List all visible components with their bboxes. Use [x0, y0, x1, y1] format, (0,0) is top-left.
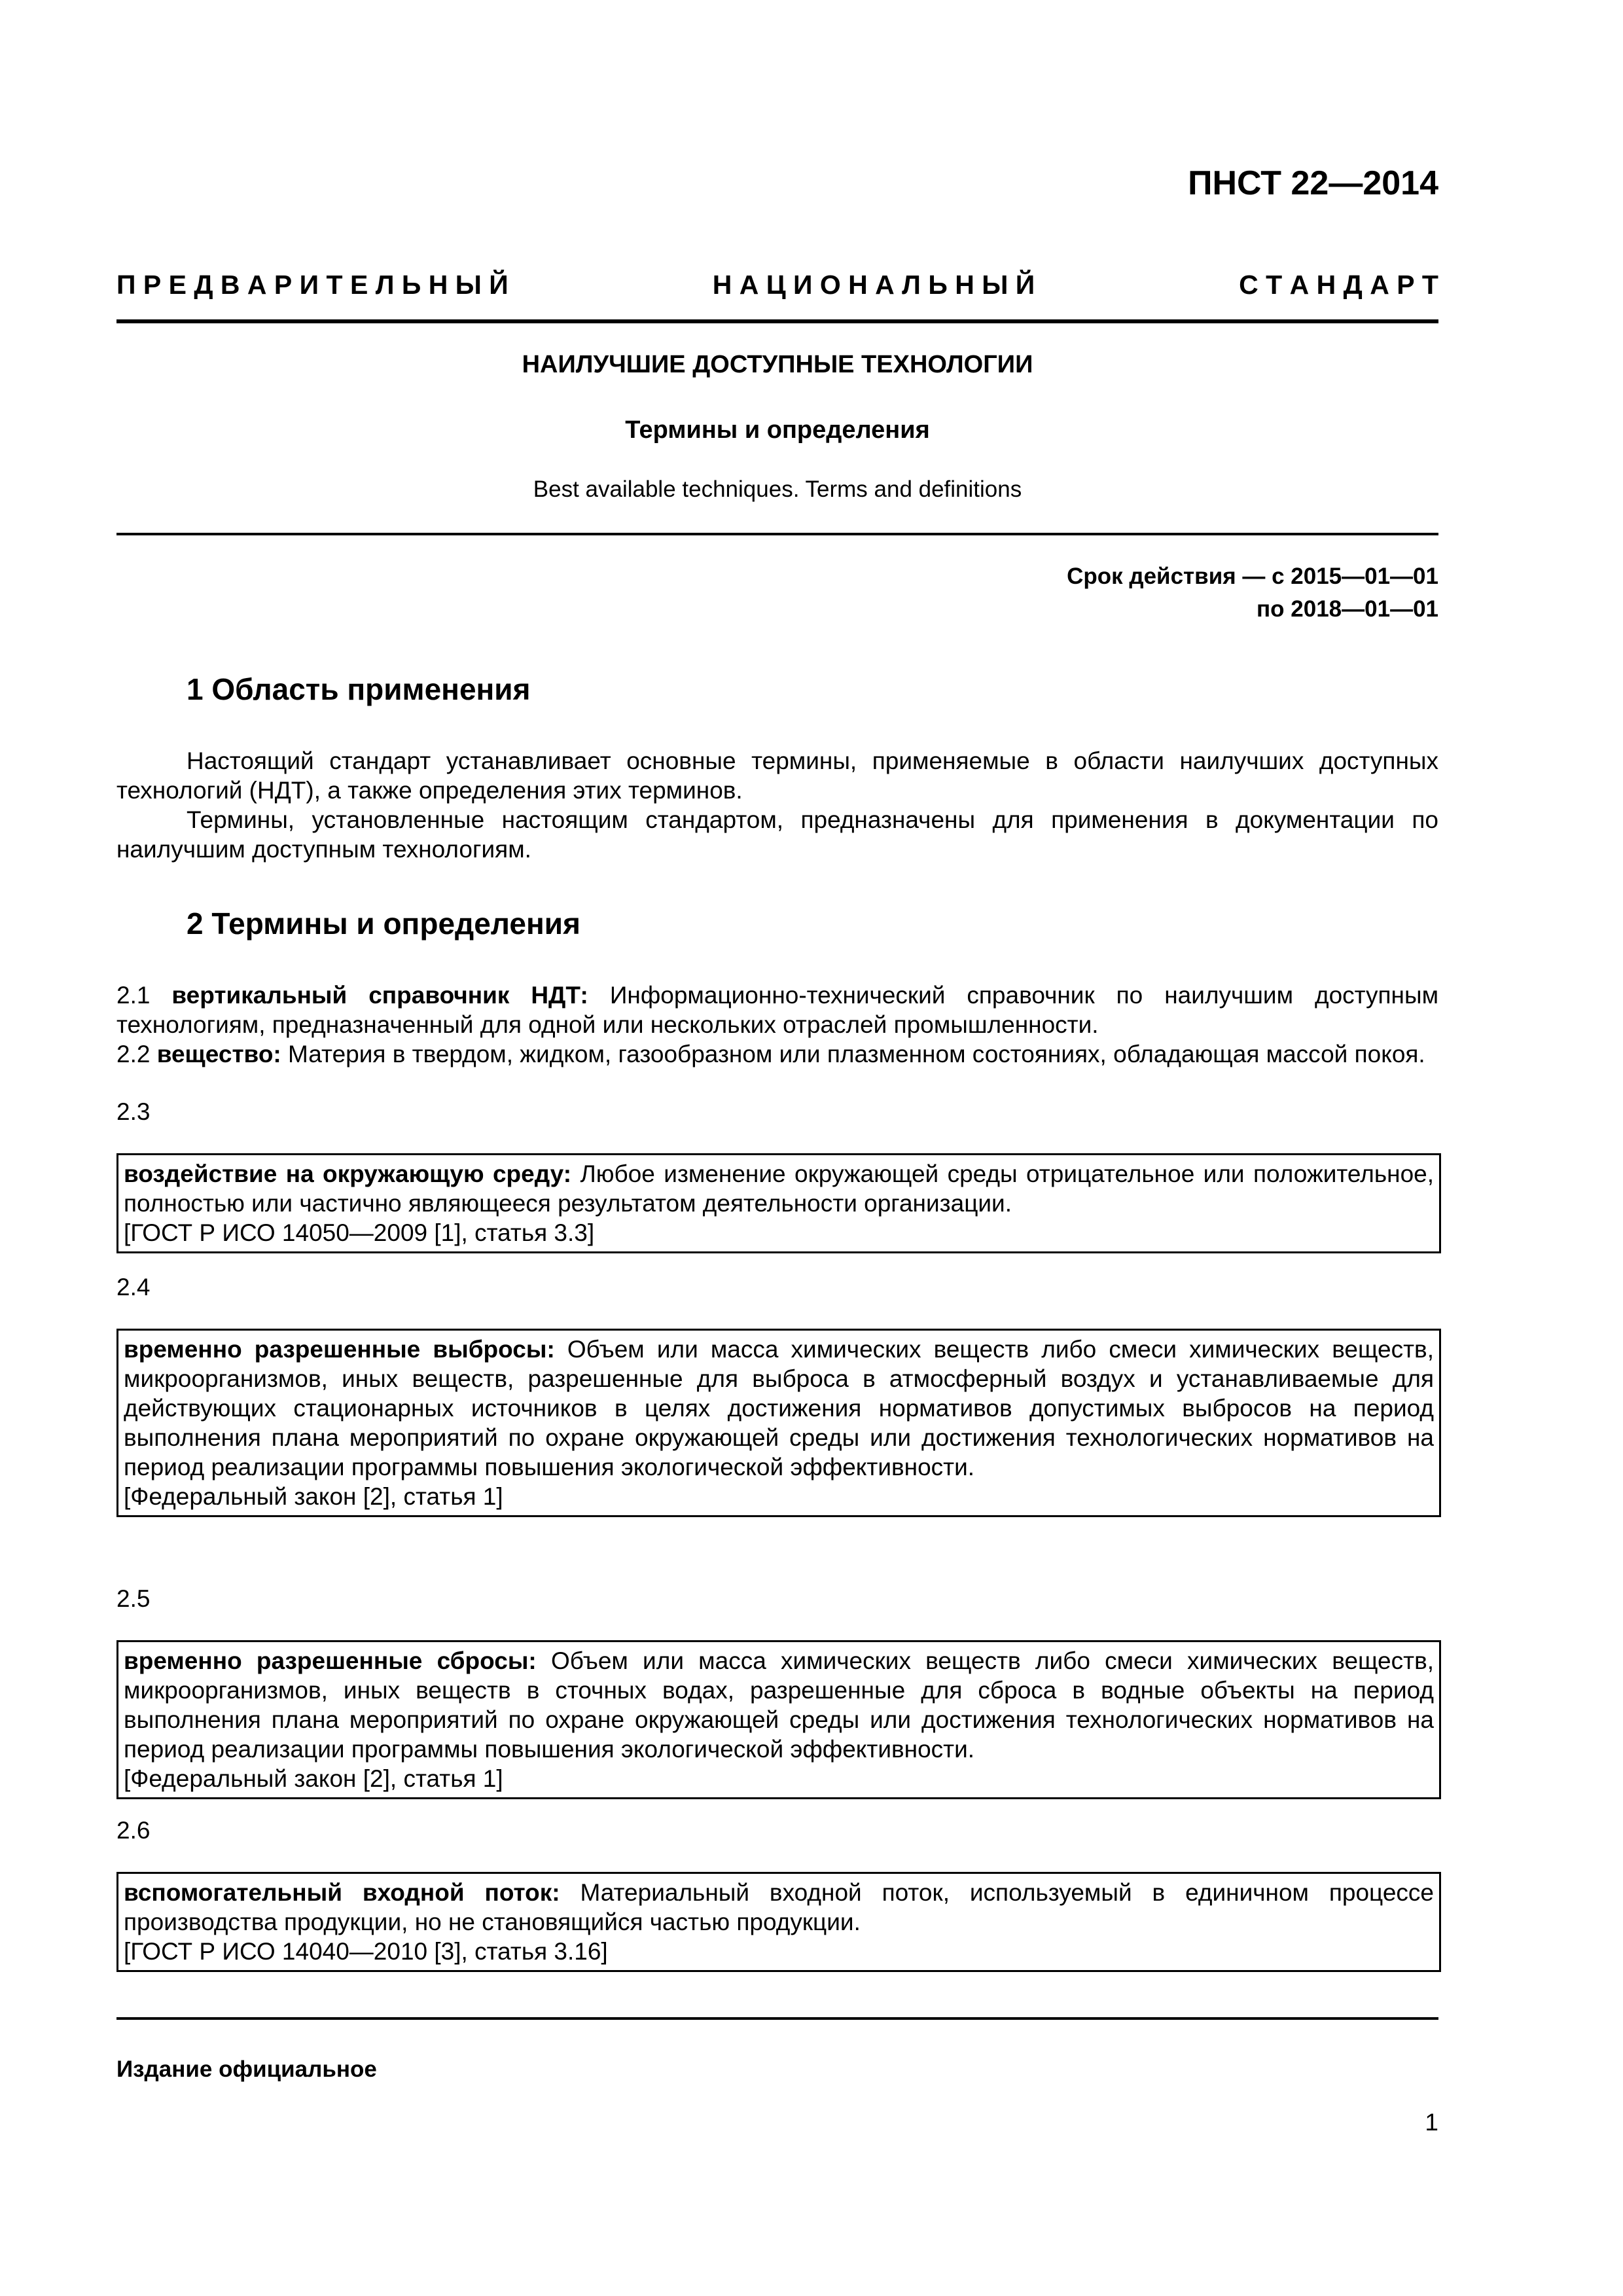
term-definition: Информационно-технический справочник по наилучшим доступным технологиям, предназначенный для одной или нескольких отраслей промышленности.	[116, 982, 1439, 1038]
official-edition-label: Издание официальное	[116, 2056, 377, 2082]
series-word-preliminary: П Р Е Д В А Р И Т Е Л Ь Н Ы Й	[116, 270, 508, 300]
term-definition: Любое изменение окружающей среды отрицательное или положительное, полностью или частично являющееся результатом деятельности организации.	[124, 1160, 1434, 1217]
term-source: [Федеральный закон [2], статья 1]	[124, 1483, 503, 1510]
term-name: вещество:	[156, 1041, 281, 1067]
section-1-paragraph-1: Настоящий стандарт устанавливает основные термины, применяемые в области наилучших доступных технологий (НДТ), а также определения этих терминов.	[116, 747, 1438, 804]
title-rule	[116, 533, 1438, 535]
term-definition: Объем или масса химических веществ либо смеси химических веществ, микроорганизмов, иных веществ в сточных водах, разрешенные для сброса в водные объекты на период выполнения плана мероприятий по охране окружающей среды или достижения технологических нормативов на период реализации программы повышения экологической эффективности.	[124, 1647, 1435, 1763]
term-name: вспомогательный входной поток:	[124, 1879, 560, 1906]
document-subtitle: Термины и определения	[625, 416, 930, 444]
term-2-5-box	[116, 1640, 1441, 1799]
term-number: 2.2	[116, 1041, 151, 1067]
series-word-national: Н А Ц И О Н А Л Ь Н Ы Й	[712, 270, 1035, 300]
series-word-standard: С Т А Н Д А Р Т	[1239, 270, 1438, 300]
term-definition: Объем или масса химических веществ либо смеси химических веществ, микроорганизмов, иных веществ, разрешенные для выброса в атмосферный воздух и устанавливаемые для действующих стационарных источников в целях достижения нормативов допустимых выбросов на период выполнения плана мероприятий по охране окружающей среды или достижения технологических нормативов на период реализации программы повышения экологической эффективности.	[124, 1336, 1434, 1480]
series-banner	[116, 270, 1438, 300]
term-2-3-number: 2.3	[116, 1098, 151, 1125]
term-2-4-number: 2.4	[116, 1274, 151, 1300]
term-name: временно разрешенные выбросы:	[124, 1336, 555, 1363]
section-1-heading: 1 Область применения	[187, 672, 531, 706]
term-2-1	[116, 980, 1438, 1039]
term-2-2	[116, 1039, 1438, 1069]
term-name: воздействие на окружающую среду:	[124, 1160, 572, 1187]
term-definition: Материальный входной поток, используемый в единичном процессе производства продукции, но не становящийся частью продукции.	[124, 1879, 1434, 1935]
header-rule	[116, 319, 1438, 323]
term-source: [ГОСТ Р ИСО 14050—2009 [1], статья 3.3]	[124, 1219, 595, 1246]
validity-line-1: Срок действия — с 2015—01—01	[1067, 564, 1438, 589]
validity-period	[1067, 560, 1438, 626]
term-2-3-box	[116, 1153, 1441, 1253]
term-source: [ГОСТ Р ИСО 14040—2010 [3], статья 3.16]	[124, 1938, 608, 1965]
section-2-heading: 2 Термины и определения	[187, 906, 580, 941]
term-2-6-number: 2.6	[116, 1817, 151, 1844]
term-name: вертикальный справочник НДТ:	[171, 982, 588, 1009]
term-2-5-number: 2.5	[116, 1585, 151, 1612]
term-source: [Федеральный закон [2], статья 1]	[124, 1765, 503, 1792]
footer-rule	[116, 2017, 1438, 2020]
section-1-paragraph-2: Термины, установленные настоящим стандартом, предназначены для применения в документации по наилучшим доступным технологиям.	[116, 806, 1438, 863]
section-1-body	[116, 746, 1438, 864]
term-number: 2.1	[116, 982, 151, 1009]
document-title: НАИЛУЧШИЕ ДОСТУПНЫЕ ТЕХНОЛОГИИ	[522, 351, 1033, 378]
term-name: временно разрешенные сбросы:	[124, 1647, 537, 1674]
document-title-english: Best available techniques. Terms and definitions	[533, 476, 1022, 502]
page-number: 1	[1425, 2109, 1438, 2136]
term-2-4-box	[116, 1329, 1441, 1517]
term-2-6-box	[116, 1872, 1441, 1972]
term-definition: Материя в твердом, жидком, газообразном или плазменном состояниях, обладающая массой покоя.	[288, 1041, 1425, 1067]
document-number: ПНСТ 22—2014	[1188, 164, 1438, 202]
validity-line-2: по 2018—01—01	[1257, 596, 1438, 622]
